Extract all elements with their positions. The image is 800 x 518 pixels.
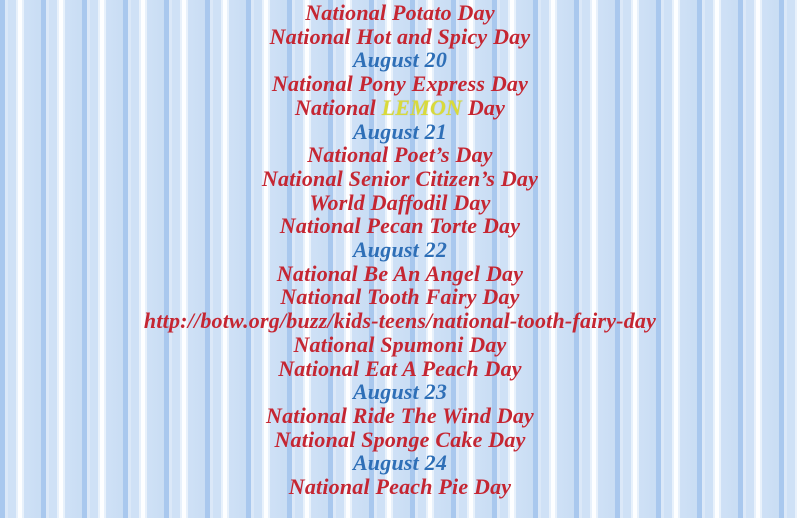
- holiday-item: [0, 72, 800, 96]
- text-segment: August 21: [352, 118, 448, 144]
- lemon-highlight: LEMON: [381, 94, 463, 120]
- holiday-item: [0, 333, 800, 357]
- text-segment[interactable]: http://botw.org/buzz/kids-teens/national-tooth-fairy-day: [143, 308, 657, 334]
- text-segment: National: [294, 94, 382, 120]
- holiday-item: [0, 428, 800, 452]
- text-segment: August 24: [352, 450, 448, 476]
- text-segment: August 22: [352, 237, 448, 263]
- text-segment: National Peach Pie Day: [288, 474, 512, 500]
- date-heading: [0, 48, 800, 72]
- holiday-item: [0, 357, 800, 381]
- holiday-item: [0, 191, 800, 215]
- text-segment: National Sponge Cake Day: [274, 426, 526, 452]
- holiday-item: [0, 285, 800, 309]
- text-segment: National Hot and Spicy Day: [269, 23, 531, 49]
- holiday-item: [0, 25, 800, 49]
- holiday-item: [0, 262, 800, 286]
- text-segment: National Spumoni Day: [293, 331, 507, 357]
- text-segment: National Senior Citizen’s Day: [261, 165, 539, 191]
- holiday-item: [0, 143, 800, 167]
- holiday-item: [0, 214, 800, 238]
- text-segment: August 20: [352, 47, 448, 73]
- text-segment: National Potato Day: [305, 0, 495, 25]
- text-segment: National Be An Angel Day: [276, 260, 524, 286]
- date-heading: [0, 380, 800, 404]
- holiday-item: [0, 475, 800, 499]
- text-segment: National Ride The Wind Day: [266, 402, 534, 428]
- holiday-item: [0, 167, 800, 191]
- holiday-url[interactable]: [0, 309, 800, 333]
- text-segment: National Pony Express Day: [271, 71, 529, 97]
- holiday-item: [0, 96, 800, 120]
- text-segment: World Daffodil Day: [309, 189, 491, 215]
- text-segment: National Eat A Peach Day: [278, 355, 522, 381]
- holiday-item: [0, 404, 800, 428]
- text-segment: August 23: [352, 379, 448, 405]
- date-heading: [0, 120, 800, 144]
- text-segment: National Pecan Torte Day: [279, 213, 521, 239]
- text-segment: National Poet’s Day: [307, 142, 493, 168]
- text-segment: National Tooth Fairy Day: [280, 284, 520, 310]
- date-heading: [0, 238, 800, 262]
- holiday-item: [0, 1, 800, 25]
- date-heading: [0, 451, 800, 475]
- text-segment: Day: [462, 94, 506, 120]
